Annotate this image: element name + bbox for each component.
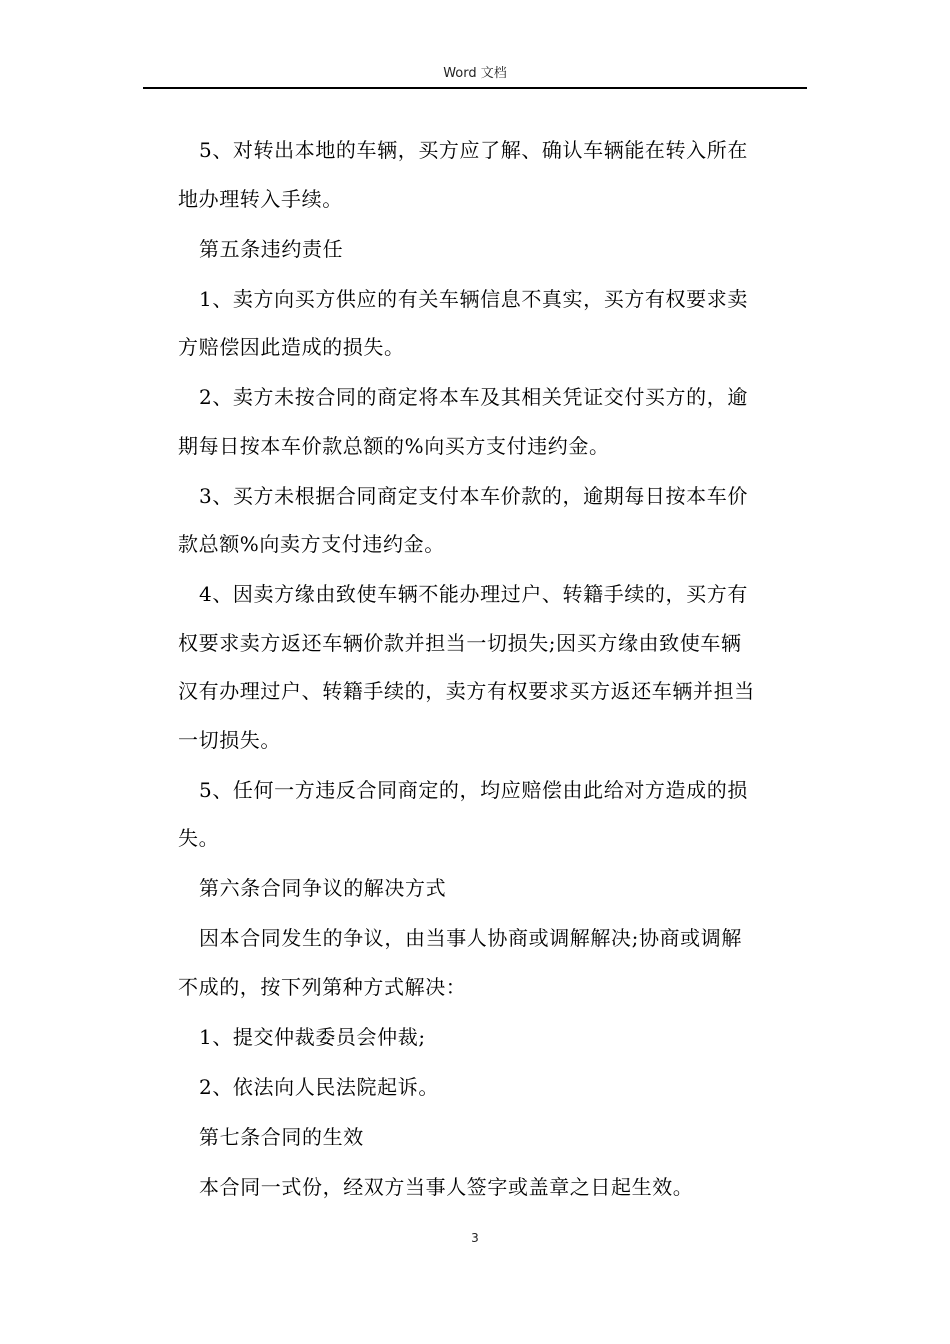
- document-body: [178, 126, 806, 1211]
- paragraph-line: 失。: [178, 826, 220, 850]
- paragraph-line: 因本合同发生的争议，由当事人协商或调解解决;协商或调解: [199, 926, 742, 950]
- paragraph-line: 地办理转入手续。: [178, 186, 343, 211]
- paragraph-line: 汉有办理过户、转籍手续的，卖方有权要求买方返还车辆并担当: [178, 679, 755, 703]
- paragraph-line: 1、卖方向买方供应的有关车辆信息不真实，买方有权要求卖: [199, 286, 748, 311]
- page-header: Word 文档: [443, 66, 507, 81]
- section-heading: 第五条违约责任: [199, 236, 344, 261]
- section-heading: 第七条合同的生效: [199, 1124, 364, 1149]
- paragraph-line: 权要求卖方返还车辆价款并担当一切损失;因买方缘由致使车辆: [178, 630, 742, 655]
- paragraph-line: 5、对转出本地的车辆，买方应了解、确认车辆能在转入所在: [199, 138, 748, 162]
- paragraph-line: 不成的，按下列第种方式解决：: [178, 974, 467, 999]
- paragraph-line: 3、买方未根据合同商定支付本车价款的，逾期每日按本车价: [199, 483, 748, 508]
- paragraph-line: 款总额%向卖方支付违约金。: [178, 532, 445, 556]
- paragraph-line: 期每日按本车价款总额的%向买方支付违约金。: [178, 433, 610, 458]
- header-divider: [143, 87, 807, 89]
- paragraph-line: 一切损失。: [178, 727, 281, 752]
- paragraph-line: 5、任何一方违反合同商定的，均应赔偿由此给对方造成的损: [199, 777, 748, 802]
- section-heading: 第六条合同争议的解决方式: [199, 876, 447, 900]
- paragraph-line: 本合同一式份，经双方当事人签字或盖章之日起生效。: [199, 1174, 694, 1199]
- paragraph-line: 方赔偿因此造成的损失。: [178, 335, 405, 359]
- paragraph-line: 4、因卖方缘由致使车辆不能办理过户、转籍手续的，买方有: [199, 582, 748, 606]
- paragraph-line: 2、卖方未按合同的商定将本车及其相关凭证交付买方的，逾: [199, 385, 748, 409]
- paragraph-line: 1、提交仲裁委员会仲裁;: [199, 1024, 426, 1049]
- paragraph-line: 2、依法向人民法院起诉。: [199, 1074, 439, 1099]
- page-number: 3: [471, 1231, 479, 1245]
